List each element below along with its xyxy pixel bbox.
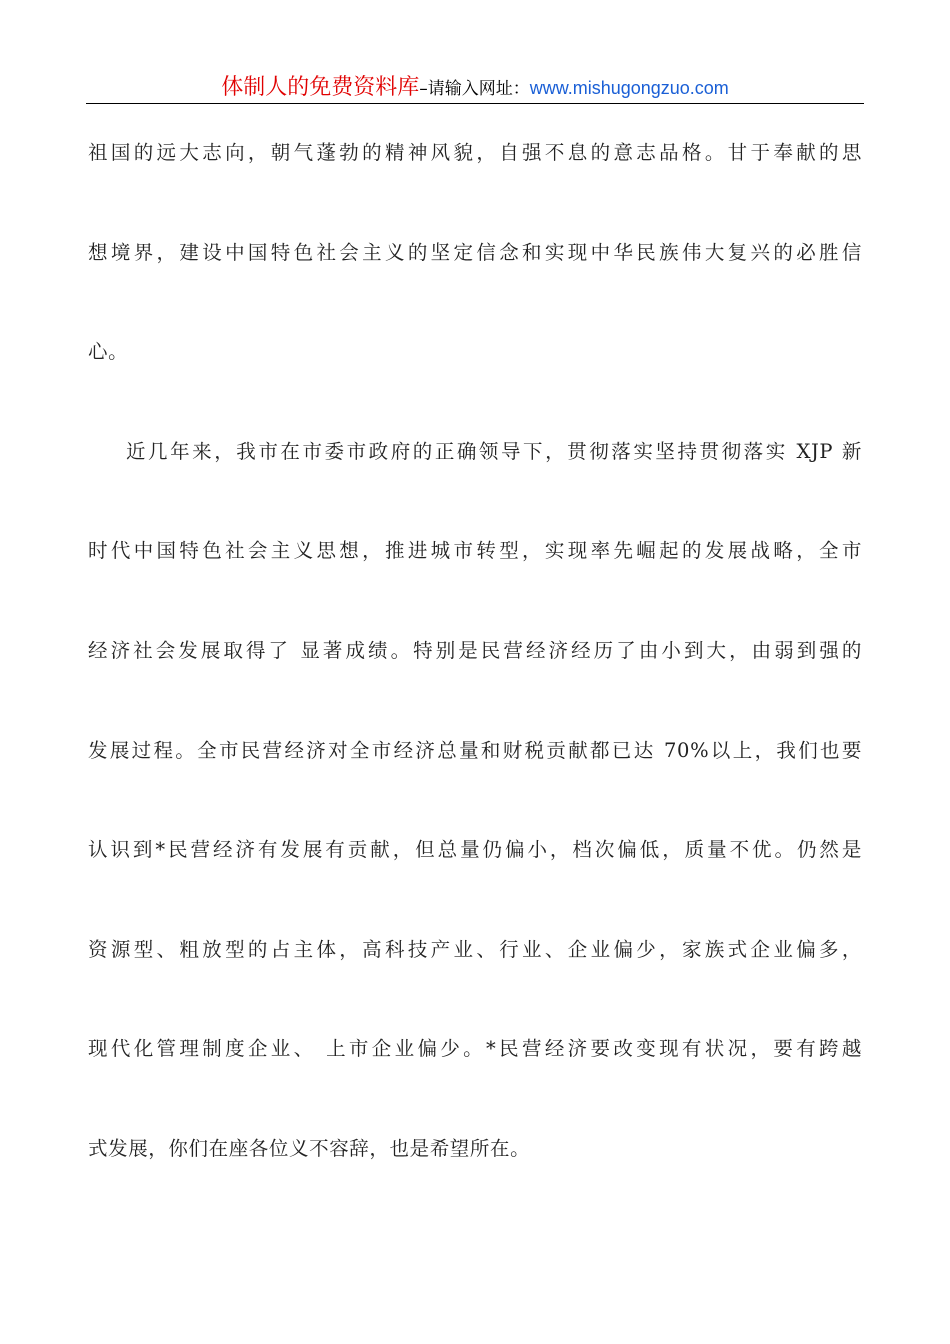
url-prompt: –请输入网址： [419, 79, 530, 99]
text-line: 发展过程。全市民营经济对全市经济总量和财税贡献都已达 70%以上，我们也要 [88, 738, 862, 762]
text-line: 资源型、粗放型的占主体，高科技产业、行业、企业偏少，家族式企业偏多， [88, 937, 862, 961]
header-divider [86, 103, 864, 104]
site-name: 体制人的免费资料库 [221, 75, 420, 100]
site-url-link[interactable]: www.mishugongzuo.com [529, 78, 729, 98]
text-line: 认识到*民营经济有发展有贡献，但总量仍偏小，档次偏低，质量不优。仍然是 [88, 838, 862, 862]
text-line: 想境界，建设中国特色社会主义的坚定信念和实现中华民族伟大复兴的必胜信 [88, 240, 862, 264]
text-line: 式发展，你们在座各位义不容辞，也是希望所在。 [88, 1136, 531, 1160]
text-line: 经济社会发展取得了 显著成绩。特别是民营经济经历了由小到大，由弱到强的 [88, 638, 862, 662]
paragraph-1 [88, 131, 862, 430]
text-line: 心。 [88, 340, 129, 364]
page-header [86, 70, 864, 103]
paragraph-2 [88, 430, 862, 1227]
text-line: 现代化管理制度企业、 上市企业偏少。*民营经济要改变现有状况，要有跨越 [88, 1037, 862, 1061]
text-line: 时代中国特色社会主义思想，推进城市转型，实现率先崛起的发展战略，全市 [88, 539, 862, 563]
text-line: 近几年来，我市在市委市政府的正确领导下，贯彻落实坚持贯彻落实 XJP 新 [126, 439, 862, 463]
text-line: 祖国的远大志向，朝气蓬勃的精神风貌，自强不息的意志品格。甘于奉献的思 [88, 141, 862, 164]
document-body [88, 131, 862, 1227]
